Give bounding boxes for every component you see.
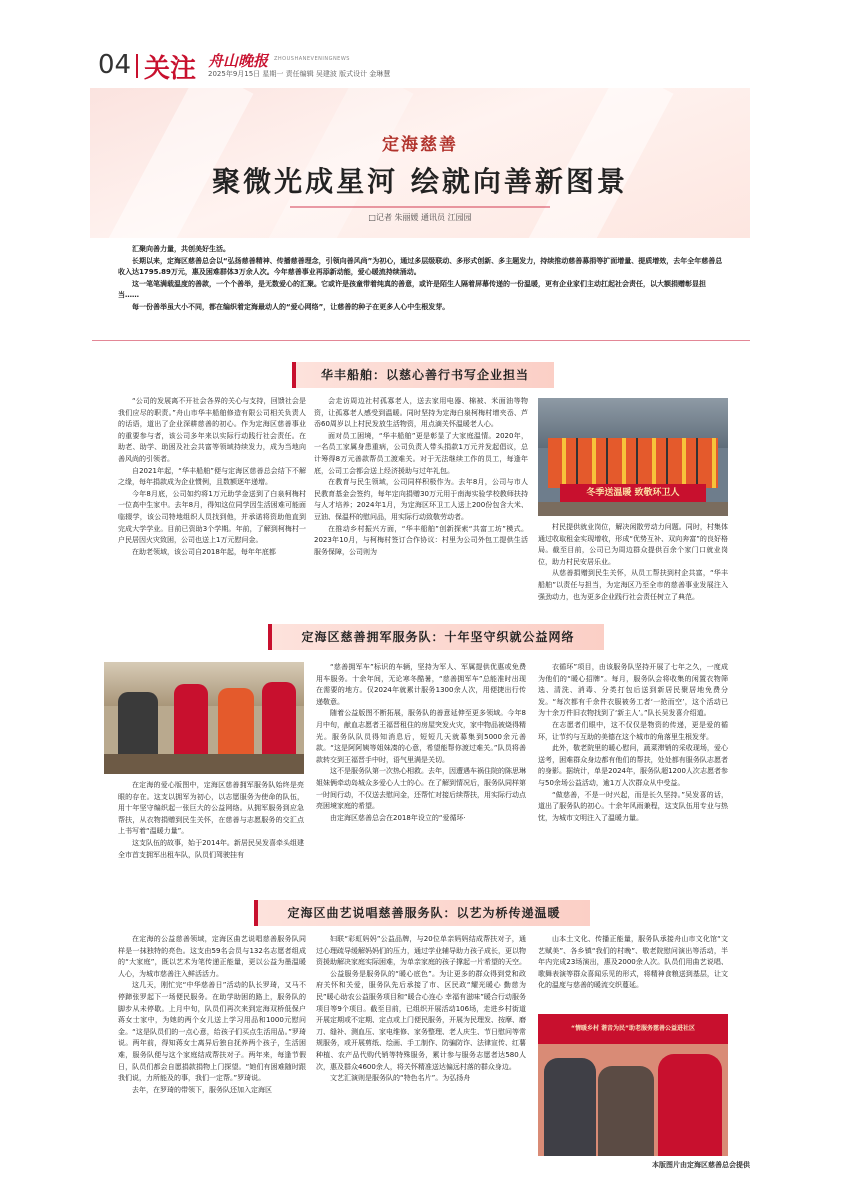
paragraph: “慈善拥军车”标识的车辆，坚持为军人、军属提供优惠或免费用车服务。十余年间，无论寒冬酷暑，“慈善拥军车”总能准时出现在需要的地方。仅2024年就累计服务1300余人次，用便捷出行传递敬意。 — [316, 663, 526, 706]
paragraph: 妇联“彩虹妈妈”公益品牌，与20位单亲妈妈结成帮扶对子，通过心理疏导缓解妈妈们的压力，通过学业辅导助力孩子成长，更以物资援助解决家庭实际困难，为单亲家庭的孩子撑起一片希望的天空。 — [316, 935, 526, 967]
issue-info: 2025年9月15日 星期一 责任编辑 吴建波 版式设计 金琳慧 — [208, 70, 391, 78]
section-heading-quyi-service: 定海区曲艺说唱慈善服务队：以艺为桥传递温暖 — [254, 900, 590, 926]
paragraph: 在定海的爱心版图中，定海区慈善拥军服务队始终是亮眼的存在。这支以拥军为初心，以志愿服务为使命的队伍，用十年坚守编织起一张巨大的公益网络。从拥军服务到应急帮扶，从衣物捐赠到民生关怀，在慈善与志愿服务的交汇点上书写着“温暖力量”。 — [118, 781, 304, 836]
page-number: 04 — [98, 50, 132, 80]
photo-person — [598, 1066, 654, 1156]
intro-paragraph: 汇聚向善力量，共创美好生活。 — [132, 245, 230, 253]
paragraph: 在助老领域，该公司自2018年起，每年年底都 — [132, 547, 276, 556]
intro-paragraph: 每一份善举虽大小不同，都在编织着定海最动人的“爱心网络”，让慈善的种子在更多人心中生根发芽。 — [132, 302, 450, 311]
paragraph: 在志愿者们眼中，这不仅仅是物资的传递，更是爱的循环，让节约与互助的美德在这个城市的角落里生根发芽。 — [538, 720, 728, 741]
newspaper-logo: 舟山晚报 — [208, 52, 269, 70]
hero-kicker: 定海慈善 — [382, 135, 458, 155]
photo-banner-text: “情暖乡村 谐音为民”助老服务慈善公益进社区 — [538, 1014, 728, 1044]
paragraph: 这支队伍的故事，始于2014年。新居民吴发喜牵头组建全市首支拥军出租车队，队员们驾驶挂有 — [118, 838, 304, 859]
paragraph: 今年8月底，公司如约将1万元助学金送到了白泉柯梅村一位高中生家中。去年8月，得知这位同学因生活困难可能面临辍学，该公司特地组织人员找到他，并承诺将资助他直到完成大学学业。目前已资助3个学期。年前，了解到柯梅村一户民居因火灾致困，公司也送上1万元慰问金。 — [118, 489, 306, 545]
paragraph: 村民提供就业岗位，解决闲散劳动力问题。同时，村集体通过收取租金实现增收，形成“优势互补、双向奔富”的良好格局。截至目前，公司已为周边群众提供百余个家门口就业岗位，助力村民安居乐业。 — [538, 523, 728, 566]
article-column — [316, 662, 526, 896]
photo-community-service — [538, 1014, 728, 1156]
paragraph: 这几天，刚忙完“中华慈善日”活动的队长罗琦，又马不停蹄张罗起下一场便民服务。在助学助困的路上，服务队的脚步从未停歇。上月中旬，队员们再次来到定海双桥低保户蒋女士家中，为她的两个女儿送上学习用品和1000元慰问金。“这是队员们的一点心意，给孩子们买点生活用品。”罗琦说。两年前，得知蒋女士离异后独自抚养两个孩子，生活困难，服务队便与这个家庭结成帮扶对子。两年来，每逢节假日，队员们都会自愿捐款捐物上门探望。“她们有困难随时跟我们说，力所能及的事，我们一定帮。”罗琦说。 — [118, 981, 306, 1083]
photo-person — [174, 684, 208, 762]
paragraph: 去年，在罗琦的带领下，服务队还加入定海区 — [132, 1085, 272, 1094]
intro-lead — [118, 244, 726, 314]
section-name: 关注 — [144, 54, 197, 84]
paragraph: 从慈善捐赠到民生关怀，从员工帮扶到村企共富，“华丰船舶”以责任与担当，为定海区乃至全市的慈善事业发展注入强劲动力，也为更多企业践行社会责任树立了典范。 — [538, 569, 728, 601]
paragraph: 衣循环”项目，由该服务队坚持开展了七年之久，一度成为他们的“暖心招牌”。每月，服务队会将收集的闲置衣物筛选、清洗、消毒、分类打包后送到新居民聚居地免费分发。“每次都有千余件衣服被务工者‘一抢而空’，这个活动已为十余万件旧衣物找到了‘新主人’。”队长吴发喜介绍道。 — [538, 663, 728, 718]
masthead-divider — [136, 54, 138, 78]
paragraph: 此外，敬老院里的暖心慰问，蔬菜滞销的采收现场，爱心送考，困难群众身边都有他们的帮扶，处处都有服务队志愿者的身影。据统计，单是2024年，服务队超1200人次志愿者参与50余场公益活动，逾1万人次群众从中受益。 — [538, 744, 728, 787]
paragraph: 随着公益版图不断拓展，服务队的善意延伸至更多领域。今年8月中旬，献血志愿者王福晋租住的房屋突发火灾，家中物品被烧得精光。服务队队员得知消息后，短短几天就募集到5000余元善款。“这是阿阿姨等姐妹凑的心意，希望能帮你渡过难关。”队员将善款转交到王福晋手中时，语气里满是关切。 — [316, 709, 526, 764]
paragraph: 会走访周边社村孤寡老人，送去家用电器、棉被、米面油等物资，让孤寡老人感受到温暖。同时坚持为定海白泉柯梅村增夹岙、芦岙60周岁以上村民发放生活物资，用点滴关怀温暖老人心。 — [314, 397, 528, 429]
newspaper-logo-en: ZHOUSHANEVENINGNEWS — [274, 56, 350, 62]
photo-clothes-pile — [104, 754, 304, 774]
paragraph: 文艺汇演则是服务队的“特色名片”。为弘扬舟 — [330, 1074, 471, 1083]
paragraph: 公益服务是服务队的“暖心底色”。为让更多的群众得到党和政府关怀和关爱，服务队先后承接了市、区民政“耀光暖心 勤慈为民”暖心助农公益服务项目和“暖合心连心 幸福有滋味”暖合行动服务项目等9个项目。截至目前，已组织开展活动106场，走进乡村街道开展定期或不定期、定点或上门便民服务，开展为民理发、按摩、磨刀、缝补、测血压、家电维修、家务整理、老人庆生、节日慰问等常规服务，或开展剪纸、绘画、手工制作、防骗防诈、法律宣传、红薯种植、农产品代购代销等特殊服务，累计参与服务志愿者达580人次，惠及群众4600余人，将关怀精准送达偏远村落的群众身边。 — [316, 969, 526, 1071]
intro-paragraph: 长期以来，定海区慈善总会以“弘扬慈善精神、传播慈善理念，引领向善风尚”为初心，通过多层级联动、多形式创新、多主题发力，持续推动慈善募捐等扩面增量、提质增效，去年全年慈善总收入达1795.89万元，惠及困难群体3万余人次。今年慈善事业再添新动能，爱心暖流持续涌动。 — [118, 256, 723, 277]
paragraph: 在教育与民生领域，公司同样积极作为。去年8月，公司与市人民教育基金会签约，每年定向捐赠30万元用于南海实验学校教师扶持与人才培养；2024年1月，为定海区环卫工人送上200份包含大米、豆油、保温杯的慰问品，用实际行动致敬劳动者。 — [314, 478, 528, 521]
paragraph: “做慈善，不是一时兴起，而是长久坚持。”吴发喜的话，道出了服务队的初心。十余年风雨兼程，这支队伍用专业与热忱，为城市文明注入了温暖力量。 — [538, 790, 728, 822]
paragraph: 面对员工困境，“华丰船舶”更是彰显了大家庭温情。2020年，一名员工家属身患重病，公司负责人带头捐款1万元并发起倡议，总计筹得8万元善款帮员工渡难关。对于无法继续工作的员工，每逢年底，公司工会都会送上经济援助与过年礼包。 — [314, 431, 528, 475]
photo-sanitation-workers — [538, 398, 728, 516]
photo-person — [218, 688, 254, 762]
photo-person — [544, 1058, 596, 1156]
article-column — [538, 662, 728, 896]
article-column — [538, 934, 728, 1010]
article-column — [118, 396, 306, 638]
photo-ground — [538, 502, 728, 516]
photo-person — [118, 692, 158, 762]
photo-clothes-donation — [104, 662, 304, 774]
section-heading-huafeng: 华丰船舶：以慈心善行书写企业担当 — [292, 362, 554, 388]
hero-underline — [290, 206, 550, 208]
paragraph: “公司的发展离不开社会各界的关心与支持，回馈社会是我们应尽的职责。”舟山市华丰船舶修造有限公司相关负责人的话语，道出了企业深耕慈善的初心。作为定海区慈善事业的重要参与者，该公司多年来以实际行动践行社会责任。在助老、助学、助困及社会共富等领域持续发力，成为当地向善风尚的引领者。 — [118, 397, 306, 463]
photo-credit: 本版图片由定海区慈善总会提供 — [652, 1161, 750, 1169]
photo-person — [262, 682, 296, 762]
paragraph: 自2021年起，“华丰船舶”便与定海区慈善总会结下不解之缘，每年捐款成为企业惯例，且数额逐年递增。 — [118, 466, 306, 487]
byline: □记者 朱丽媛 通讯员 江园园 — [368, 213, 472, 222]
paragraph: 山本土文化、传播正能量，服务队承接舟山市文化馆“文艺赋美”、各乡镇“我们的村晚”、敬老院慰问演出等活动，半年内完成23场演出，惠及2000余人次。队员们用曲艺说唱、歌舞表演等群众喜闻乐见的形式，将精神食粮送到基层，让文化的温度与慈善的暖流交织蔓延。 — [538, 935, 728, 990]
intro-paragraph: 这一笔笔满载温度的善款，一个个善举，是无数爱心的汇聚。它或许是孩童带着纯真的善意，或许是陌生人隔着屏幕传递的一份温暖，更有企业家们主动扛起社会责任，以大额捐赠彰显担当…… — [118, 279, 706, 300]
paragraph: 在推动乡村振兴方面，“华丰船舶”创新探索“共富工坊”模式。2023年10月，与柯梅村签订合作协议：村里为公司外包工提供生活服务保障，公司则为 — [314, 524, 528, 556]
article-column — [316, 934, 526, 1156]
article-column — [118, 780, 304, 896]
headline: 聚微光成星河 绘就向善新图景 — [212, 165, 628, 198]
article-column — [314, 396, 528, 638]
paragraph: 在定海的公益慈善领域，定海区曲艺说唱慈善服务队同样是一抹独特的亮色。这支由59名会员与132名志愿者组成的“大家庭”，既以艺术为笔传递正能量，更以公益为墨温暖人心，为城市慈善注入鲜活活力。 — [118, 935, 306, 978]
photo-crowd — [548, 438, 718, 488]
article-column — [118, 934, 306, 1156]
article-column — [538, 522, 728, 638]
paragraph: 这不是服务队第一次热心相救。去年，因遭遇车祸住院的陈思琳姐妹俩牵动岛城众多爱心人士的心。在了解到情况后，服务队同样第一时间行动，不仅送去慰问金，还帮忙对接后续帮扶，用实际行动点亮困境家庭的希望。 — [316, 767, 526, 811]
section-heading-army-service: 定海区慈善拥军服务队：十年坚守织就公益网络 — [268, 624, 604, 650]
photo-volunteer-vest — [658, 1054, 722, 1156]
photo-banner-text: 冬季送温暖 致敬环卫人 — [560, 484, 706, 502]
paragraph: 由定海区慈善总会在2018年设立的“爱循环· — [330, 813, 466, 822]
section-rule — [92, 340, 750, 341]
page-masthead — [98, 44, 748, 84]
